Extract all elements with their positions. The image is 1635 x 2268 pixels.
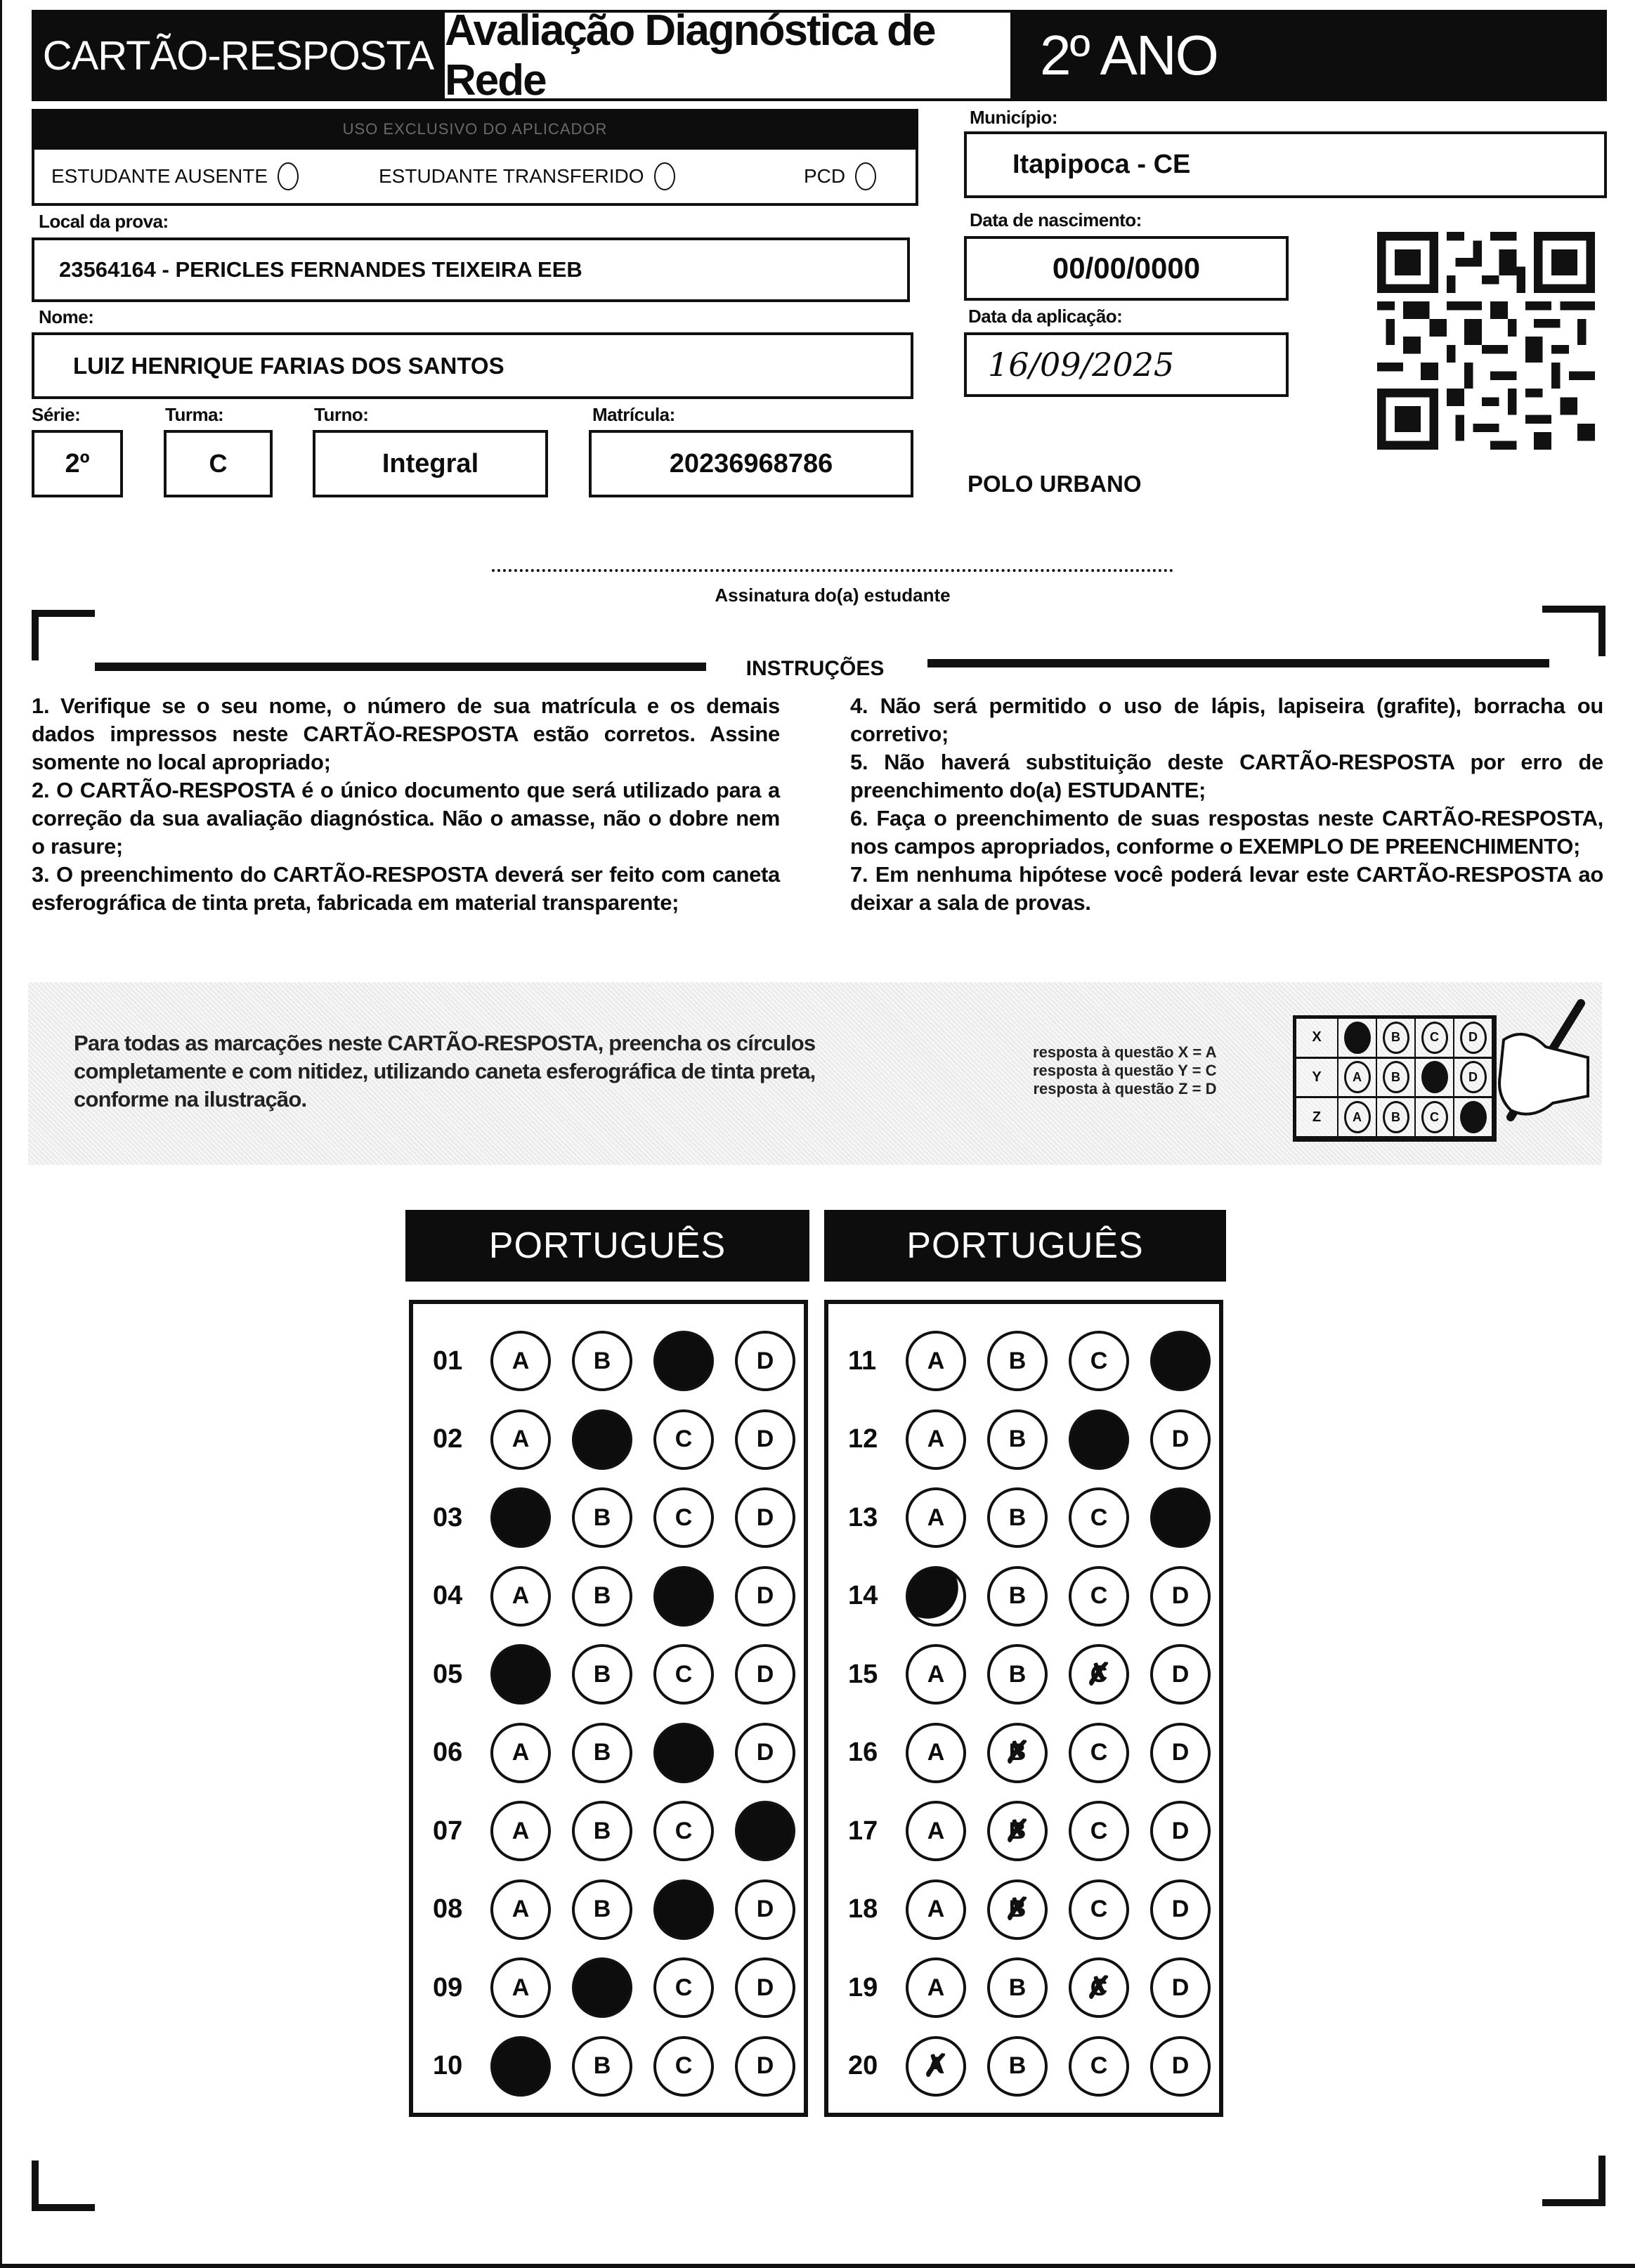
answer-bubble-a[interactable]: A: [906, 1331, 966, 1391]
turno-field[interactable]: Integral: [313, 430, 548, 497]
subject-header-left: PORTUGUÊS: [405, 1210, 809, 1282]
question-number: 17: [848, 1816, 878, 1846]
instruction-item: 6. Faça o preenchimento de suas respostas neste CARTÃO-RESPOSTA, nos campos apropriados, conforme o EXEMPLO DE PREENCHIMENTO;: [850, 806, 1603, 859]
question-row: [413, 1879, 816, 1940]
answer-bubble-a[interactable]: A: [490, 1801, 551, 1861]
answer-bubble-c[interactable]: [653, 1566, 714, 1627]
answer-bubble-d[interactable]: D: [735, 1409, 795, 1470]
answer-bubble-b[interactable]: B ✗: [987, 1879, 1048, 1940]
question-row: [828, 1487, 1232, 1548]
instruction-item: 2. O CARTÃO-RESPOSTA é o único documento que será utilizado para a correção da sua avaliação diagnóstica. Não o amasse, não o dobre nem o rasure;: [32, 778, 780, 859]
question-number: 04: [433, 1581, 463, 1610]
example-question-label: X: [1296, 1019, 1338, 1059]
answer-bubble-c[interactable]: C: [1069, 2036, 1129, 2097]
answer-bubble-b[interactable]: B: [987, 1957, 1048, 2018]
answer-bubble-b[interactable]: B: [572, 1723, 632, 1783]
radio-circle-icon[interactable]: [654, 162, 675, 190]
example-bubble: A: [1344, 1101, 1371, 1133]
answer-bubble-c[interactable]: C: [1069, 1801, 1129, 1861]
example-bubble: B: [1383, 1101, 1409, 1133]
question-row: [828, 1801, 1232, 1861]
answer-bubble-a[interactable]: A: [906, 1801, 966, 1861]
answer-bubble-b[interactable]: B: [572, 1644, 632, 1705]
answer-bubble-c[interactable]: C ✗: [1069, 1644, 1129, 1705]
question-number: 01: [433, 1345, 463, 1376]
question-row: [828, 1566, 1232, 1627]
example-bubble: C: [1421, 1022, 1448, 1054]
legend-line: resposta à questão Y = C: [1033, 1062, 1217, 1079]
question-row: [828, 1331, 1232, 1391]
aplicacao-field[interactable]: 16/09/2025: [964, 332, 1289, 397]
nome-field[interactable]: LUIZ HENRIQUE FARIAS DOS SANTOS: [32, 332, 913, 399]
example-bubble: D: [1460, 1061, 1487, 1093]
card-title: CARTÃO-RESPOSTA: [42, 32, 434, 79]
turma-label: Turma:: [165, 404, 224, 425]
question-row: [413, 1487, 816, 1548]
answer-bubble-b[interactable]: B: [987, 1566, 1048, 1627]
question-row: [828, 1723, 1232, 1783]
question-number: 02: [433, 1424, 463, 1454]
answer-bubble-c[interactable]: C: [1069, 1566, 1129, 1627]
answer-bubble-b[interactable]: [572, 1957, 632, 2018]
answer-bubble-c[interactable]: C ✗: [1069, 1957, 1129, 2018]
radio-circle-icon[interactable]: [278, 162, 299, 190]
answer-bubble-c[interactable]: C: [653, 2036, 714, 2097]
question-number: 11: [848, 1345, 877, 1376]
answer-bubble-a[interactable]: [490, 1487, 551, 1548]
example-bubble: B: [1383, 1061, 1409, 1093]
answer-bubble-a[interactable]: A: [906, 1487, 966, 1548]
answer-bubble-d[interactable]: D: [1150, 1409, 1211, 1470]
matricula-label: Matrícula:: [592, 404, 675, 425]
answer-bubble-c[interactable]: C: [1069, 1723, 1129, 1783]
question-number: 20: [848, 2051, 878, 2080]
corner-mark-bottom-right: [1542, 2156, 1605, 2206]
municipio-label: Município:: [970, 107, 1057, 128]
instruction-item: 3. O preenchimento do CARTÃO-RESPOSTA deverá ser feito com caneta esferográfica de tinta preta, fabricada em material transparente;: [32, 862, 780, 915]
answer-bubble-d[interactable]: D: [735, 1644, 795, 1705]
question-number: 07: [433, 1816, 463, 1846]
question-number: 12: [848, 1424, 878, 1454]
instructions-left: [32, 692, 780, 917]
option-estudante-transferido[interactable]: [379, 162, 675, 190]
answer-bubble-c[interactable]: [1069, 1409, 1129, 1470]
aplicacao-label: Data da aplicação:: [968, 306, 1123, 327]
question-row: [413, 1566, 816, 1627]
answer-bubble-b[interactable]: B: [572, 1487, 632, 1548]
nascimento-label: Data de nascimento:: [970, 209, 1142, 230]
assessment-title: Avaliação Diagnóstica de Rede: [445, 13, 1010, 98]
question-number: 16: [848, 1738, 878, 1767]
option-pcd[interactable]: [804, 162, 876, 190]
question-number: 15: [848, 1659, 878, 1689]
answer-grid-right: [824, 1300, 1223, 2117]
option-estudante-ausente[interactable]: [51, 162, 299, 190]
question-row: [828, 2036, 1232, 2097]
example-question-label: Y: [1296, 1059, 1338, 1099]
answer-bubble-b[interactable]: B: [987, 1487, 1048, 1548]
answer-bubble-d[interactable]: D: [735, 1957, 795, 2018]
answer-bubble-d[interactable]: D: [735, 1331, 795, 1391]
nascimento-field[interactable]: 00/00/0000: [964, 236, 1289, 301]
answer-bubble-a[interactable]: [490, 2036, 551, 2097]
answer-bubble-a[interactable]: A: [490, 1409, 551, 1470]
legend-line: resposta à questão X = A: [1033, 1043, 1217, 1061]
fill-example-text: Para todas as marcações neste CARTÃO-RESPOSTA, preencha os círculos completamente e com nitidez, utilizando caneta esferográfica de tinta preta, conforme na ilustração.: [74, 1031, 816, 1112]
answer-bubble-d[interactable]: D: [1150, 1566, 1211, 1627]
answer-bubble-b[interactable]: B: [987, 1644, 1048, 1705]
question-row: [413, 1331, 816, 1391]
answer-bubble-a[interactable]: A: [906, 1957, 966, 2018]
question-row: [413, 1957, 816, 2018]
option-label: PCD: [804, 165, 846, 187]
example-bubble-filled: [1421, 1061, 1448, 1093]
question-row: [828, 1644, 1232, 1705]
hand-pen-icon: [1483, 998, 1595, 1131]
answer-bubble-c[interactable]: C: [1069, 1487, 1129, 1548]
legend-line: resposta à questão Z = D: [1033, 1080, 1217, 1097]
signature-line[interactable]: [492, 569, 1173, 572]
example-bubble: A: [1344, 1061, 1371, 1093]
serie-label: Série:: [32, 404, 81, 425]
answer-bubble-a[interactable]: A: [906, 1409, 966, 1470]
question-row: [828, 1409, 1232, 1470]
corner-mark-top-right: [1542, 606, 1605, 656]
answer-bubble-c[interactable]: C: [1069, 1331, 1129, 1391]
answer-bubble-a[interactable]: A: [906, 1644, 966, 1705]
question-number: 18: [848, 1894, 878, 1924]
option-label: ESTUDANTE TRANSFERIDO: [379, 165, 644, 187]
instruction-item: 4. Não será permitido o uso de lápis, lapiseira (grafite), borracha ou corretivo;: [850, 693, 1603, 746]
answer-bubble-b[interactable]: B: [987, 2036, 1048, 2097]
answer-bubble-d[interactable]: [1150, 1487, 1211, 1548]
turno-label: Turno:: [314, 404, 369, 425]
applicator-box: [32, 150, 918, 206]
local-field[interactable]: 23564164 - PERICLES FERNANDES TEIXEIRA EEB: [32, 237, 910, 302]
option-label: ESTUDANTE AUSENTE: [51, 165, 268, 187]
instruction-item: 5. Não haverá substituição deste CARTÃO-RESPOSTA por erro de preenchimento do(a) ESTUDANTE;: [850, 750, 1603, 802]
question-row: [413, 2036, 816, 2097]
answer-bubble-c[interactable]: C: [653, 1801, 714, 1861]
polo-label: POLO URBANO: [968, 471, 1142, 497]
corner-mark-top-left: [32, 610, 95, 660]
example-bubble: C: [1421, 1101, 1448, 1133]
answer-grid-left: [409, 1300, 808, 2117]
answer-bubble-a[interactable]: A: [906, 1879, 966, 1940]
question-row: [828, 1879, 1232, 1940]
question-number: 10: [433, 2051, 463, 2080]
answer-bubble-b[interactable]: [572, 1409, 632, 1470]
answer-bubble-c[interactable]: C: [1069, 1879, 1129, 1940]
answer-bubble-d[interactable]: D: [1150, 1644, 1211, 1705]
answer-bubble-d[interactable]: D: [1150, 1957, 1211, 2018]
answer-bubble-c[interactable]: [653, 1879, 714, 1940]
matricula-field[interactable]: 20236968786: [589, 430, 913, 497]
question-number: 08: [433, 1894, 463, 1924]
answer-bubble-d[interactable]: D: [1150, 1801, 1211, 1861]
radio-circle-icon[interactable]: [855, 162, 876, 190]
answer-bubble-a[interactable]: [490, 1644, 551, 1705]
instructions-rule-left: [95, 663, 706, 671]
question-number: 19: [848, 1972, 878, 2002]
instructions-rule-right: [927, 659, 1549, 667]
answer-bubble-c[interactable]: C: [653, 1957, 714, 2018]
local-label: Local da prova:: [39, 211, 169, 232]
grade-label: 2º ANO: [1040, 24, 1218, 86]
example-bubble-filled: [1344, 1022, 1371, 1054]
answer-bubble-b[interactable]: B: [987, 1409, 1048, 1470]
instruction-item: 7. Em nenhuma hipótese você poderá levar este CARTÃO-RESPOSTA ao deixar a sala de provas.: [850, 862, 1603, 915]
question-number: 13: [848, 1502, 878, 1532]
answer-bubble-d[interactable]: D: [735, 1566, 795, 1627]
fill-example-grid: [1293, 1015, 1497, 1142]
answer-bubble-a[interactable]: A: [490, 1723, 551, 1783]
qr-code-icon: [1377, 232, 1595, 450]
answer-bubble-c[interactable]: [653, 1331, 714, 1391]
instructions-title: INSTRUÇÕES: [745, 657, 885, 680]
question-number: 05: [433, 1659, 463, 1689]
answer-bubble-a[interactable]: A: [490, 1566, 551, 1627]
question-number: 09: [433, 1972, 463, 2002]
instruction-item: 1. Verifique se o seu nome, o número de sua matrícula e os demais dados impressos neste CARTÃO-RESPOSTA estão corretos. Assine somente no local apropriado;: [32, 693, 780, 774]
answer-bubble-d[interactable]: [1150, 1331, 1211, 1391]
example-bubble: D: [1460, 1022, 1487, 1054]
answer-bubble-b[interactable]: B: [572, 2036, 632, 2097]
answer-bubble-a[interactable]: A: [490, 1879, 551, 1940]
corner-mark-bottom-left: [32, 2161, 95, 2211]
answer-bubble-b[interactable]: B: [572, 1879, 632, 1940]
answer-bubble-b[interactable]: B: [572, 1566, 632, 1627]
answer-bubble-b[interactable]: B: [572, 1801, 632, 1861]
answer-bubble-d[interactable]: D: [735, 1879, 795, 1940]
answer-bubble-c[interactable]: C: [653, 1644, 714, 1705]
answer-bubble-b[interactable]: B: [572, 1331, 632, 1391]
answer-bubble-b[interactable]: B ✗: [987, 1801, 1048, 1861]
question-row: [828, 1957, 1232, 2018]
serie-field[interactable]: 2º: [32, 430, 123, 497]
answer-bubble-d[interactable]: D: [1150, 1723, 1211, 1783]
answer-bubble-d[interactable]: D: [735, 1487, 795, 1548]
question-number: 06: [433, 1738, 463, 1767]
answer-bubble-a[interactable]: A ✗: [906, 2036, 966, 2097]
answer-bubble-a[interactable]: A: [490, 1957, 551, 2018]
answer-bubble-d[interactable]: D: [735, 2036, 795, 2097]
answer-bubble-a[interactable]: [906, 1566, 966, 1627]
signature-label: Assinatura do(a) estudante: [715, 585, 951, 606]
answer-bubble-d[interactable]: D: [735, 1723, 795, 1783]
question-number: 03: [433, 1502, 463, 1532]
answer-bubble-d[interactable]: D: [1150, 2036, 1211, 2097]
question-row: [413, 1644, 816, 1705]
nome-label: Nome:: [39, 306, 94, 327]
answer-bubble-b[interactable]: B: [987, 1331, 1048, 1391]
answer-bubble-b[interactable]: B ✗: [987, 1723, 1048, 1783]
example-question-label: Z: [1296, 1098, 1338, 1138]
question-number: 14: [848, 1581, 878, 1610]
applicator-bar: USO EXCLUSIVO DO APLICADOR: [32, 109, 918, 150]
turma-field[interactable]: C: [164, 430, 273, 497]
answer-bubble-c[interactable]: [653, 1723, 714, 1783]
answer-bubble-c[interactable]: C: [653, 1409, 714, 1470]
subject-header-right: PORTUGUÊS: [824, 1210, 1226, 1282]
answer-bubble-d[interactable]: D: [1150, 1879, 1211, 1940]
example-bubble: B: [1383, 1022, 1409, 1054]
answer-bubble-c[interactable]: C: [653, 1487, 714, 1548]
fill-example-legend: [1033, 1043, 1216, 1098]
question-row: [413, 1801, 816, 1861]
instructions-right: [850, 692, 1603, 917]
question-row: [413, 1409, 816, 1470]
answer-bubble-a[interactable]: A: [490, 1331, 551, 1391]
answer-bubble-d[interactable]: [735, 1801, 795, 1861]
question-row: [413, 1723, 816, 1783]
municipio-field[interactable]: Itapipoca - CE: [964, 131, 1607, 198]
answer-bubble-a[interactable]: A: [906, 1723, 966, 1783]
